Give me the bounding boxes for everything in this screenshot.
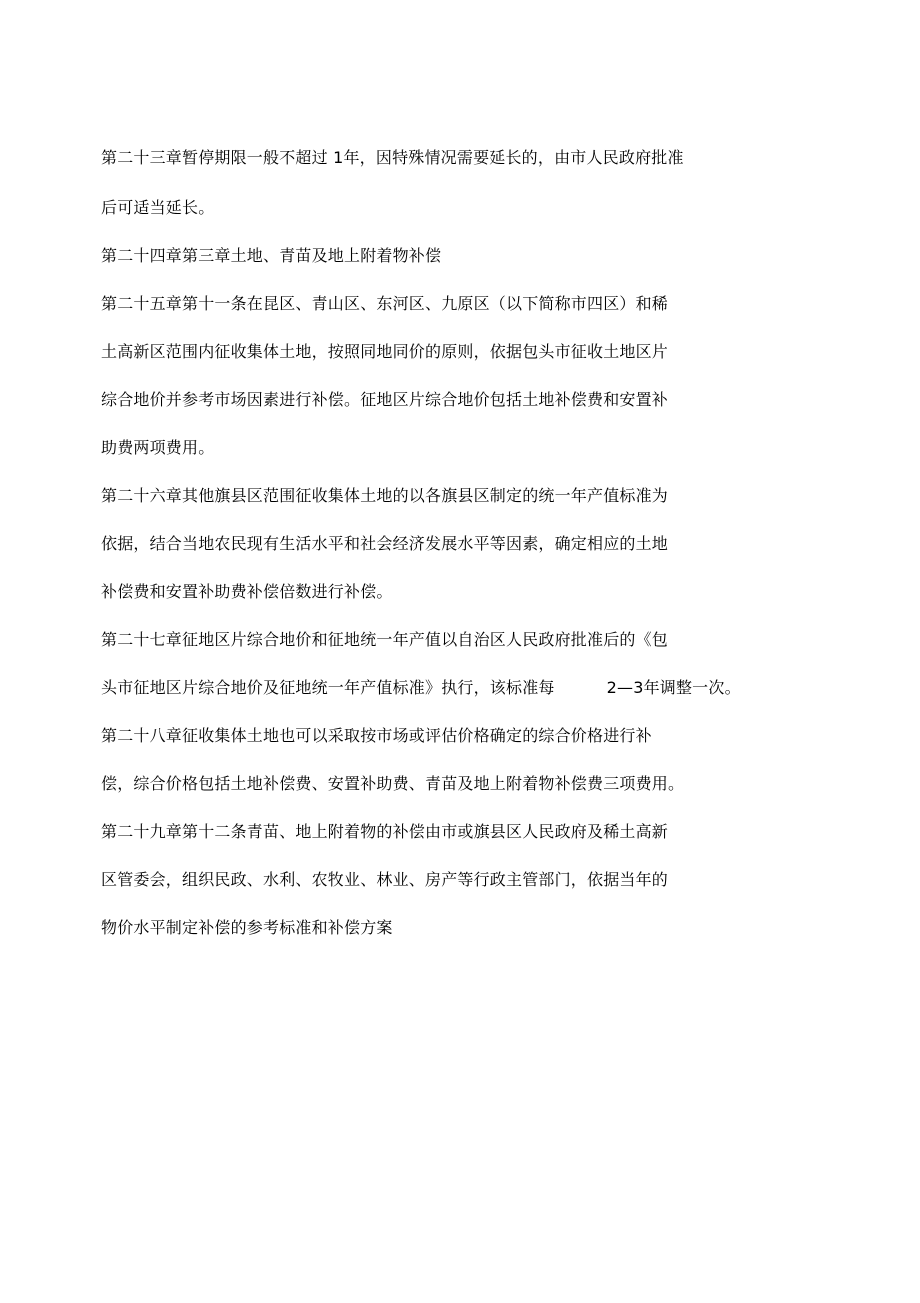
text-line: 综合地价并参考市场因素进行补偿。征地区片综合地价包括土地补偿费和安置补 bbox=[101, 390, 669, 409]
text-line: 第二十七章征地区片综合地价和征地统一年产值以自治区人民政府批准后的《包 bbox=[101, 630, 669, 649]
text-line: 偿，综合价格包括土地补偿费、安置补助费、青苗及地上附着物补偿费三项费用。 bbox=[101, 774, 685, 793]
text-line: 区管委会，组织民政、水利、农牧业、林业、房产等行政主管部门，依据当年的 bbox=[101, 870, 669, 889]
text-line: 第二十九章第十二条青苗、地上附着物的补偿由市或旗县区人民政府及稀土高新 bbox=[101, 822, 669, 841]
text-line: 后可适当延长。 bbox=[101, 198, 215, 217]
text-line-with-gap bbox=[101, 678, 741, 698]
text-line: 物价水平制定补偿的参考标准和补偿方案 bbox=[101, 918, 393, 937]
text-line: 土高新区范围内征收集体土地，按照同地同价的原则，依据包头市征收土地区片 bbox=[101, 342, 669, 361]
text-line: 补偿费和安置补助费补偿倍数进行补偿。 bbox=[101, 582, 393, 601]
text-line: 第二十八章征收集体土地也可以采取按市场或评估价格确定的综合价格进行补 bbox=[101, 726, 652, 745]
text-line: 助费两项费用。 bbox=[101, 438, 215, 457]
text-segment: 2—3年调整一次。 bbox=[606, 678, 741, 697]
text-line: 第二十四章第三章土地、青苗及地上附着物补偿 bbox=[101, 246, 442, 265]
text-line: 第二十六章其他旗县区范围征收集体土地的以各旗县区制定的统一年产值标准为 bbox=[101, 486, 669, 505]
text-line: 依据，结合当地农民现有生活水平和社会经济发展水平等因素，确定相应的土地 bbox=[101, 534, 669, 553]
text-segment: 头市征地区片综合地价及征地统一年产值标准》执行，该标准每 bbox=[101, 678, 555, 697]
text-line: 第二十五章第十一条在昆区、青山区、东河区、九原区（以下简称市四区）和稀 bbox=[101, 294, 669, 313]
text-line: 第二十三章暂停期限一般不超过 1年，因特殊情况需要延长的，由市人民政府批准 bbox=[101, 148, 684, 167]
